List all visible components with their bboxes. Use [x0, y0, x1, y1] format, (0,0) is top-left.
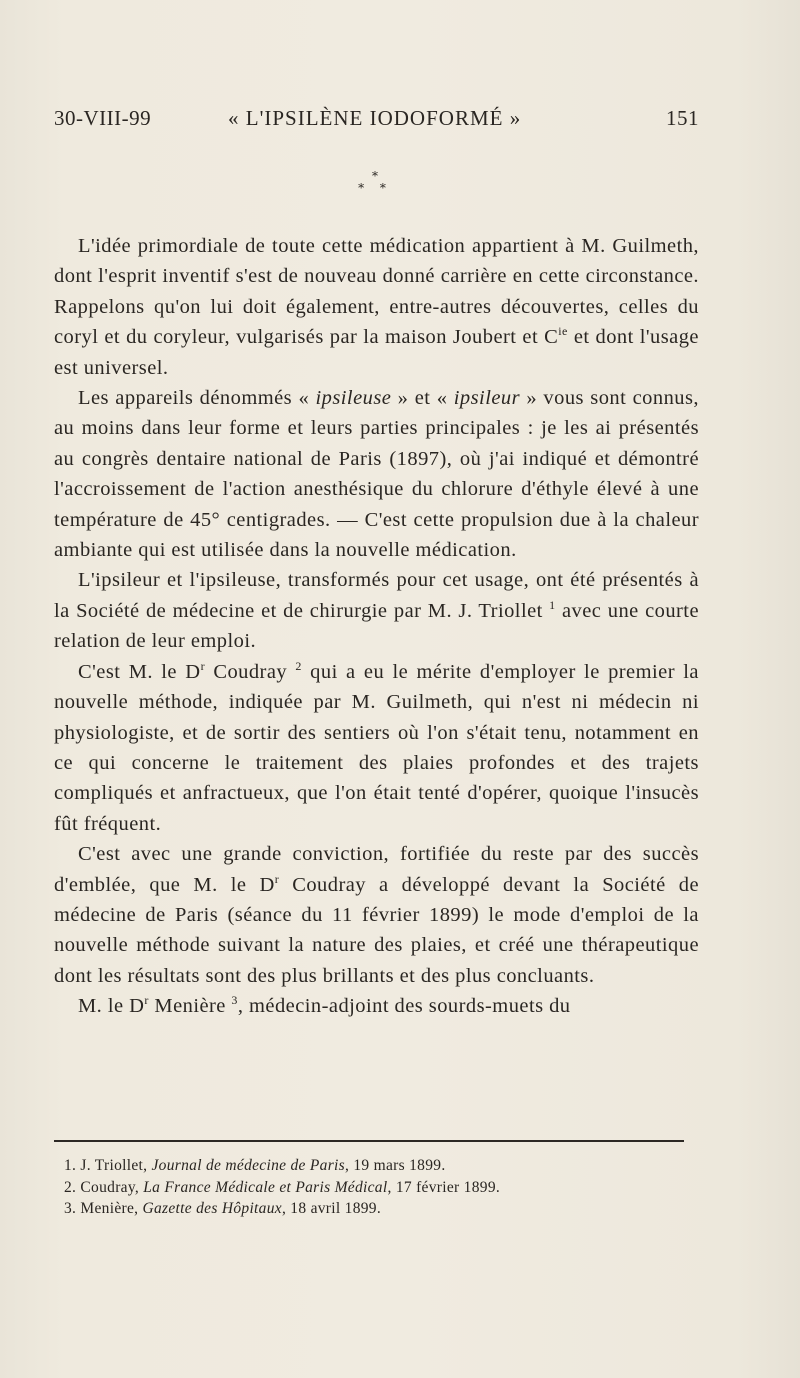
- running-head-title: « L'IPSILÈNE IODOFORMÉ »: [228, 106, 522, 130]
- asterism-top: *: [372, 169, 378, 183]
- paragraph: [54, 991, 699, 1021]
- text-run: C'est avec une grande conviction, fortifiée du reste par des succès d'emblée, que M. le D: [54, 843, 699, 896]
- superscript: r: [274, 871, 280, 886]
- text-run: Coudray a développé devant la Société de médecine de Paris (séance du 11 février 1899) le mode d'emploi de la nouvelle méthode suivant la nature des plaies, et créé une thérapeutique dont les résultats sont des plus brillants et des plus concluants.: [54, 873, 699, 987]
- italic-text: La France Médicale et Paris Médical: [143, 1178, 388, 1196]
- footnote: [64, 1177, 684, 1199]
- text-run: » et «: [391, 387, 454, 410]
- superscript: r: [144, 993, 149, 1008]
- footnote: [64, 1155, 684, 1177]
- text-run: 2. Coudray,: [64, 1178, 144, 1196]
- superscript: r: [200, 658, 206, 673]
- page-number: 151: [666, 106, 699, 130]
- paragraph: [54, 231, 699, 383]
- superscript: 1: [549, 597, 556, 612]
- italic-text: ipsileur: [453, 387, 521, 410]
- text-run: qui a eu le mérite d'employer le premier la nouvelle méthode, indiquée par M. Guilmeth, qui n'est ni médecin ni physiologiste, et de sortir des sentiers où l'on s'était tenu, notamment en ce qui concerne le traitement des plaies profondes et des trajets compliqués et anfractueux, que l'on était tenté d'opérer, quoique l'insucès fût fréquent.: [54, 660, 699, 835]
- text-run: , 19 mars 1899.: [344, 1157, 446, 1174]
- asterism-ornament: [355, 170, 395, 204]
- italic-text: ipsileuse: [315, 387, 392, 410]
- text-run: L'idée primordiale de toute cette médication appartient à M. Guilmeth, dont l'esprit inventif s'est de nouveau donné carrière en cette circonstance. Rappelons qu'on lui doit également, entre-autres découvertes, celles du coryl et du coryleur, vulgarisés par la maison Joubert et C: [54, 235, 699, 349]
- text-run: » vous sont connus, au moins dans leur forme et leurs parties principales : je les ai présentés au congrès dentaire national de Paris (1897), où j'ai indiqué et démontré l'accroissement de l'action anesthésique du chlorure d'éthyle élevé à une température de 45° centigrades. — C'est cette propulsion due à la chaleur ambiante qui est utilisée dans la nouvelle médication.: [54, 387, 699, 562]
- running-head: [54, 106, 699, 136]
- italic-text: Gazette des Hôpitaux: [142, 1200, 282, 1217]
- superscript: ie: [558, 324, 568, 339]
- text-run: avec une courte relation de leur emploi.: [54, 599, 699, 653]
- asterism-bottom: * *: [358, 181, 392, 195]
- footnote-rule: [54, 1140, 684, 1142]
- paragraph: [54, 565, 699, 656]
- text-run: Menière: [148, 995, 232, 1018]
- text-run: , médecin-adjoint des sourds-muets du: [237, 995, 571, 1018]
- text-run: Les appareils dénommés «: [78, 387, 316, 410]
- text-run: Coudray: [205, 660, 296, 683]
- paragraph: [54, 383, 699, 565]
- text-run: et dont l'usage est universel.: [54, 326, 699, 379]
- running-head-date: 30-VIII-99: [54, 106, 152, 130]
- italic-text: Journal de médecine de Paris: [151, 1157, 345, 1174]
- text-run: C'est M. le D: [78, 660, 201, 683]
- text-run: M. le D: [78, 995, 145, 1018]
- paragraph: [54, 657, 699, 839]
- text-run: , 17 février 1899.: [387, 1178, 501, 1196]
- footnote: [64, 1198, 684, 1220]
- body-text: [54, 231, 699, 1022]
- paragraph: [54, 839, 699, 991]
- footnotes: [64, 1155, 684, 1220]
- superscript: 2: [295, 658, 302, 673]
- text-run: L'ipsileur et l'ipsileuse, transformés pour cet usage, ont été présentés à la Société de médecine et de chirurgie par M. J. Triollet: [54, 569, 699, 622]
- text-run: 3. Menière,: [64, 1200, 143, 1217]
- superscript: 3: [231, 993, 238, 1008]
- text-run: 1. J. Triollet,: [64, 1157, 152, 1174]
- text-run: , 18 avril 1899.: [281, 1200, 382, 1217]
